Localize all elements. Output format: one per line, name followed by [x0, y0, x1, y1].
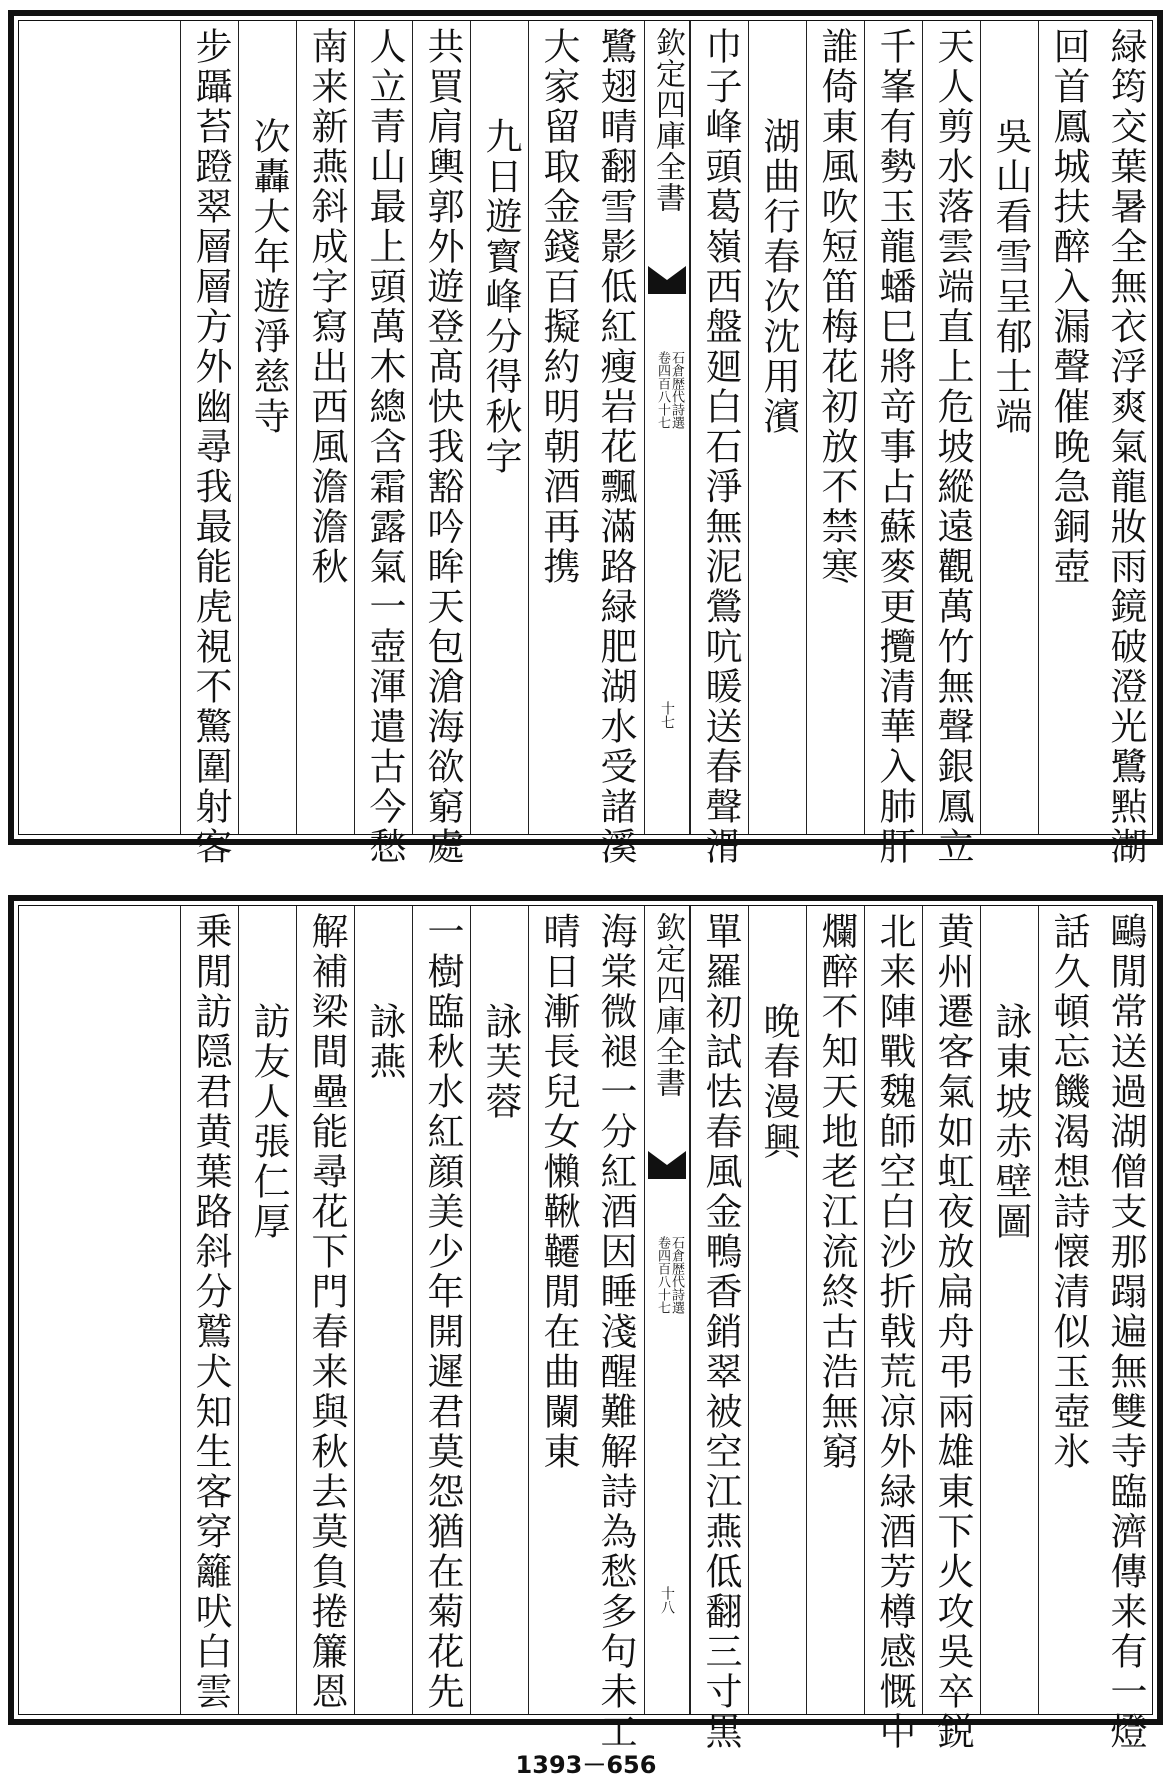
poem-title: 詠芙蓉 — [479, 1002, 522, 1122]
poem-title: 吳山看雪呈郁士端 — [989, 117, 1032, 437]
column-text: 步躡苔蹬翠層層方外幽尋我最能虎視不驚圍射客 — [189, 27, 232, 867]
text-column — [806, 906, 864, 1714]
text-column — [806, 21, 864, 834]
leaf-number: 十七 — [659, 701, 675, 729]
fishtail-mark-icon — [648, 1151, 686, 1179]
center-fold — [644, 21, 690, 834]
volume-number: 卷四百八十七 — [655, 1236, 670, 1314]
column-text: 天人剪水落雲端直上危坡縱遠觀萬竹無聲銀鳳立 — [931, 27, 974, 867]
text-column — [922, 906, 980, 1752]
column-text: 爛醉不知天地老江流終古浩無窮 — [815, 912, 858, 1472]
text-column — [412, 906, 470, 1714]
column-text: 回首鳳城扶醉入漏聲催晚急銅壺 — [1047, 27, 1090, 587]
page-reference-number: 1393－656 — [515, 1751, 657, 1779]
text-column — [528, 21, 586, 834]
fishtail-mark-icon — [648, 266, 686, 294]
text-column — [980, 21, 1038, 834]
column-text: 共買肩輿郭外遊登髙快我豁吟眸天包滄海欲窮處 — [421, 27, 464, 867]
text-column — [980, 906, 1038, 1714]
text-column — [528, 906, 586, 1714]
text-column — [180, 21, 238, 867]
poem-title: 詠東坡赤壁圖 — [989, 1002, 1032, 1242]
text-column — [1038, 906, 1096, 1714]
poem-title: 次轟大年遊淨慈寺 — [247, 117, 290, 437]
column-text: 單羅初試怯春風金鴨香銷翠被空江燕低翻三寸黒 — [699, 912, 742, 1752]
collection-title: 石倉歴代詩選 — [669, 351, 684, 429]
column-text: 解補梁間壘能尋花下門春来與秋去莫負捲簾恩 — [305, 912, 348, 1712]
poem-title: 晚春漫興 — [757, 1002, 800, 1162]
text-column — [1038, 21, 1096, 834]
column-text: 緑筠交葉暑全無衣浮爽氣龍妝雨鏡破澄光鷺㸃湖 — [1104, 27, 1147, 867]
text-column — [1096, 906, 1154, 1752]
column-text: 一樹臨秋水紅顔美少年開遲君莫怨猶在菊花先 — [421, 912, 464, 1712]
column-text: 鷺翅晴翻雪影低紅瘦岩花飄滿路緑肥湖水受諸溪 — [594, 27, 637, 867]
column-text: 人立青山最上頭萬木總含霜露氣一壺渾遣古今愁 — [363, 27, 406, 867]
text-column — [690, 906, 748, 1752]
text-column — [296, 906, 354, 1714]
volume-number: 卷四百八十七 — [655, 351, 670, 429]
text-column — [354, 906, 412, 1714]
text-column — [748, 906, 806, 1714]
text-column — [412, 21, 470, 867]
poem-title: 九日遊寳峰分得秋字 — [479, 117, 522, 477]
text-column — [180, 906, 238, 1714]
text-column — [586, 21, 644, 867]
column-text: 黄州遷客氣如虹夜放扁舟弔兩雄東下火攻吳卒鋭 — [931, 912, 974, 1752]
column-text: 北来陣戰魏師空白沙折戟荒凉外緑酒芳樽感慨中 — [873, 912, 916, 1752]
text-column — [354, 21, 412, 867]
poem-title: 湖曲行春次沈用濱 — [757, 117, 800, 437]
text-column — [748, 21, 806, 834]
center-fold — [644, 906, 690, 1714]
column-text: 話久頓忘饑渴想詩懐清似玉壺氷 — [1047, 912, 1090, 1472]
text-column — [586, 906, 644, 1752]
column-text: 誰倚東風吹短笛梅花初放不禁寒 — [815, 27, 858, 587]
column-text: 鷗閒常送過湖僧支那蹋遍無雙寺臨濟傳来有一燈 — [1104, 912, 1147, 1752]
text-column — [470, 906, 528, 1714]
text-column — [1096, 21, 1154, 867]
text-column — [238, 21, 296, 834]
column-text: 晴日漸長兒女懶鞦韆閒在曲闌東 — [537, 912, 580, 1472]
text-column — [864, 21, 922, 867]
poem-title: 詠燕 — [363, 1002, 406, 1082]
text-column — [690, 21, 748, 867]
text-column — [238, 906, 296, 1714]
top-page-frame — [18, 20, 1153, 867]
poem-title: 訪友人張仁厚 — [247, 1002, 290, 1242]
book-title: 欽定四庫全書 — [650, 912, 685, 1098]
text-column — [470, 21, 528, 834]
column-text: 巾子峰頭葛嶺西盤廻白石淨無泥鶯吭暖送春聲滑 — [699, 27, 742, 867]
bottom-page-frame — [18, 905, 1153, 1752]
column-text: 大家留取金錢百擬約明朝酒再携 — [537, 27, 580, 587]
text-column — [296, 21, 354, 834]
column-text: 海棠微褪一分紅酒因睡淺醒難解詩為愁多句未工 — [594, 912, 637, 1752]
text-column — [864, 906, 922, 1752]
text-column — [922, 21, 980, 867]
column-text: 南来新燕斜成字寫出西風澹澹秋 — [305, 27, 348, 587]
bottom-page — [8, 895, 1163, 1752]
book-title: 欽定四庫全書 — [650, 27, 685, 213]
leaf-number: 十八 — [659, 1586, 675, 1614]
collection-title: 石倉歴代詩選 — [669, 1236, 684, 1314]
top-page — [8, 10, 1163, 867]
column-text: 千峯有勢玉龍蟠巳將竒事占蘇麥更攬清華入肺肝 — [873, 27, 916, 867]
column-text: 乗閒訪隠君黄葉路斜分鷲犬知生客穿籬吠白雲 — [189, 912, 232, 1712]
